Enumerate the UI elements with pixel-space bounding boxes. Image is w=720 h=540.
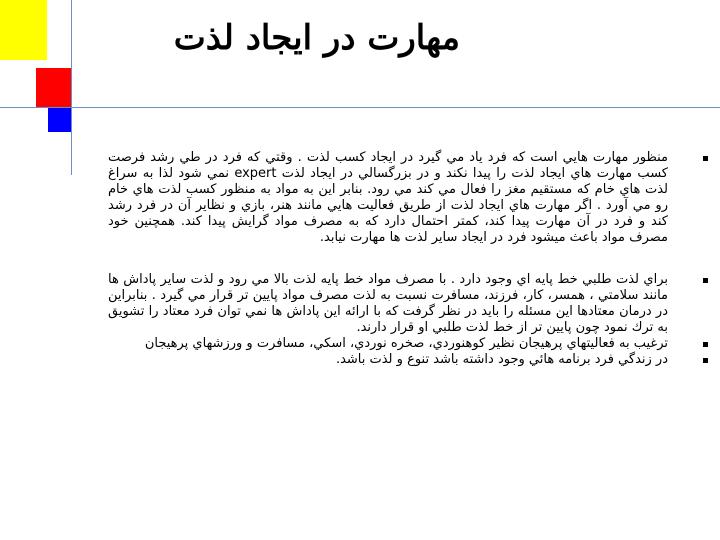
decorative-blue-square xyxy=(48,108,71,132)
bullet-item xyxy=(108,336,668,352)
bullet-text: براي لذت طلبي خط پايه اي وجود دارد . با مصرف مواد خط پايه لذت بالا مي رود و لذت ساير پاداش ها مانند سلامتي ، همسر، كار، فرزند، مسافرت نسبت به لذت مصرف مواد پايين تر قرار مي گيرد . بنابراين در درمان معتادها اين مسئله را بايد در نظر گرفت كه با ارائه اين پاداش ها نمي توان فرد معتاد را تشويق به ترك نمود چون پايين تر از خط لذت طلبي او قرار دارند. xyxy=(108,272,668,335)
decorative-vertical-rule xyxy=(71,0,72,175)
bullet-square-icon xyxy=(703,358,708,363)
decorative-red-square xyxy=(36,68,71,108)
bullet-text: ترغيب به فعاليتهاي پرهيجان نظير كوهنوردي، صخره نوردي، اسكي، مسافرت و ورزشهاي پرهيجان xyxy=(144,336,668,351)
slide-title: مهارت در ایجاد لذت xyxy=(173,18,460,58)
slide-body xyxy=(108,150,668,368)
decorative-yellow-square xyxy=(0,0,47,60)
bullet-square-icon xyxy=(703,156,708,161)
bullet-item xyxy=(108,352,668,368)
bullet-text: در زندگي فرد برنامه هائي وجود داشته باشد تنوع و لذت باشد. xyxy=(335,352,668,367)
decorative-horizontal-rule xyxy=(0,107,720,108)
bullet-item xyxy=(108,272,668,336)
bullet-square-icon xyxy=(703,278,708,283)
bullet-square-icon xyxy=(703,342,708,347)
bullet-text: منظور مهارت هايي است كه فرد ياد مي گيرد در ايجاد كسب لذت . وقتي كه فرد در طي رشد فرصت كسب مهارت هاي ايجاد لذت را پيدا نكند و در بزرگسالي در ايجاد لذت expert نمي شود لذا به سراغ لذت هاي خام كه مستقيم مغز را فعال مي كند مي رود. بنابر اين به مواد به منظور كسب لذت هاي خام رو مي آورد . اگر مهارت هاي ايجاد لذت از طريق فعاليت هايي مانند هنر، بازي و نظاير آن در فرد رشد كند و فرد در آن مهارت پيدا كند، كمتر احتمال دارد كه به مصرف مواد گرايش پيدا كند. همچنين خود مصرف مواد باعث ميشود فرد در ايجاد ساير لذت ها مهارت نيابد. xyxy=(108,150,668,245)
bullet-item xyxy=(108,150,668,246)
